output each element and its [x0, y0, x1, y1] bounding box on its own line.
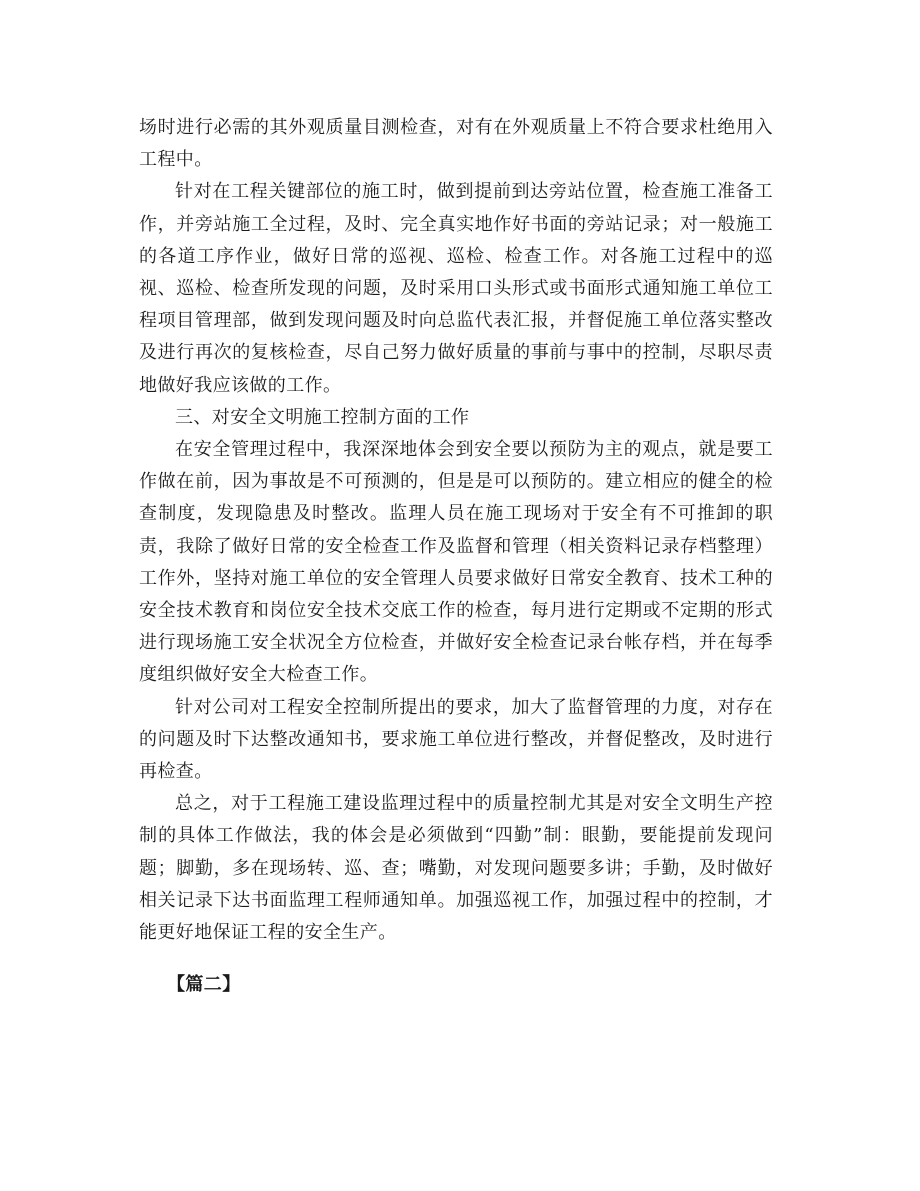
document-page — [139, 112, 773, 1001]
paragraph-continuation: 场时进行必需的其外观质量目测检查，对有在外观质量上不符合要求杜绝用入工程中。 — [139, 117, 773, 171]
paragraph-quality-control: 针对在工程关键部位的施工时，做到提前到达旁站位置，检查施工准备工作，并旁站施工全过程，及时、完全真实地作好书面的旁站记录；对一般施工的各道工序作业，做好日常的巡视、巡检、检查工作。对各施工过程中的巡视、巡检、检查所发现的问题，及时采用口头形式或书面形式通知施工单位工程项目管理部，做到发现问题及时向总监代表汇报，并督促施工单位落实整改及进行再次的复核检查，尽自己努力做好质量的事前与事中的控制，尽职尽责地做好我应该做的工作。 — [139, 181, 773, 396]
part-label: 【篇二】 — [167, 974, 241, 996]
paragraph-safety-management: 在安全管理过程中，我深深地体会到安全要以预防为主的观点，就是要工作做在前，因为事故是不可预测的，但是是可以预防的。建立相应的健全的检查制度，发现隐患及时整改。监理人员在施工现场对于安全有不可推卸的职责，我除了做好日常的安全检查工作及监督和管理（相关资料记录存档整理）工作外，坚持对施工单位的安全管理人员要求做好日常安全教育、技术工种的安全技术教育和岗位安全技术交底工作的检查，每月进行定期或不定期的形式进行现场施工安全状况全方位检查，并做好安全检查记录台帐存档，并在每季度组织做好安全大检查工作。 — [139, 439, 773, 686]
paragraph-safety-control: 针对公司对工程安全控制所提出的要求，加大了监督管理的力度，对存在的问题及时下达整改通知书，要求施工单位进行整改，并督促整改，及时进行再检查。 — [139, 696, 773, 783]
section-heading-safety: 三、对安全文明施工控制方面的工作 — [175, 406, 470, 428]
paragraph-summary: 总之，对于工程施工建设监理过程中的质量控制尤其是对安全文明生产控制的具体工作做法，我的体会是必须做到“四勤”制：眼勤，要能提前发现问题；脚勤，多在现场转、巡、查；嘴勤，对发现问题要多讲；手勤，及时做好相关记录下达书面监理工程师通知单。加强巡视工作，加强过程中的控制，才能更好地保证工程的安全生产。 — [139, 793, 773, 944]
